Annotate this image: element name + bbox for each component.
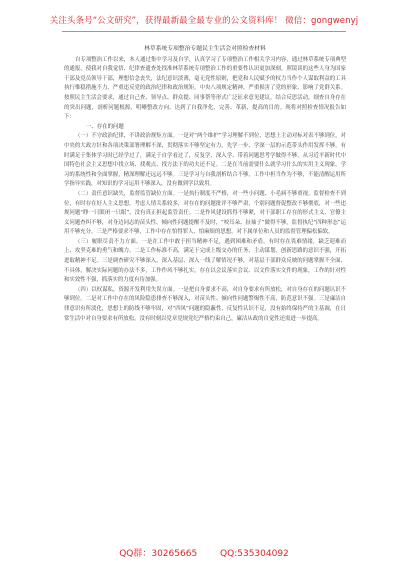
header-divider	[62, 31, 346, 32]
document-paragraphs	[64, 56, 346, 325]
page-footer	[0, 546, 408, 566]
body-paragraph: （一）不守政治纪律，不讲政治规矩方面。一是对“两个维护”学习理解不到位，思想上主动对标对表不够到位，对中央的大政方针和各项决策部署理解不深，贯彻落实不够坚定有力，先学一步、学深一层的示范带头作用发挥不够，有时满足于集体学习时已经学过了，满足于自学看过了，反复学、深入学、带着问题思考学做得不够，从习近平新时代中国特色社会主义思想中找立场、找观点、找方法下的功夫还不足。二是在当前需要什么就学习什么的实用主义现象，学习的系统性和全面掌握，精深理解还远远不够。三是学习与自我剖析结合不够，工作中担当作为不够，不能清醒运用所学指导实践，对知识的学习运用不够深入，没有做到学以致用。	[64, 133, 346, 188]
body-paragraph: （三）履职尽责不力方面。一是在工作中敢于担当精神不足，遇到困难和矛盾，有时存在畏难情绪，缺乏迎难而上、攻坚克难的勇气和魄力。二是工作标准不高，满足于完成上级交办的任务，主动谋划、创新思路的意识不强，开拓进取精神不足。三是调查研究不够深入，深入基层、深入一线了解情况不够，对基层干部群众反映的问题掌握不全面、不具体，解决实际问题的办法不多，工作作风不够扎实，存在以会议落实会议、以文件落实文件的现象，工作的针对性和实效性不强，抓落实的力度有待加强。	[64, 238, 346, 284]
section-heading: 一、存在的问题	[86, 123, 124, 130]
promo-notice[interactable]: 关注头条号“公文研究”，获得最新最全最专业的公文资料库！ 微信：gongwenyj	[49, 16, 359, 26]
document-body	[64, 45, 346, 324]
body-paragraph: （四）以权谋私，资源开发利用失误方面。一是把自身要求不高，对自身要求有所放松，对自身存在的问题认识不够到位。二是对工作中存在的风险隐患排查不够深入，对苗头性、倾向性问题警惕性不高，防范意识不强。三是廉洁自律意识有所淡化，思想上的防线不够牢固，对“四风”问题的隐蔽性、反复性认识不足，没有始终保持严的主基调，在日常生活中对自身要求有所放松，没有时刻以党章党规党纪严格约束自己，廉洁从政的自觉性还需进一步提高。	[64, 286, 346, 322]
page-header	[0, 0, 408, 40]
qq-group-number: QQ群：30265665	[119, 549, 198, 559]
body-paragraph: 自专项整治工作以来，本人通过集中学习及自学，认真学习了专项整治工作相关学习内容，通过林草系统专项典型的通报，使我对自我觉悟、纪律查遗查处找准林草系统专项整治工作的重要性认识更加深刻。照镜谈的这些人身为国家干部及党员领导干部，理想信念丧失，法纪意识淡薄，毫无党性原则，把党和人民赋予的权力当作个人谋取利益的工具执行惟稳措施不力，严重违反党的政治纪律和政治规矩，中央八项规定精神，严重损害了党的形象，影响了党群关系。按照民主生活会要求，通过自己查、领导点、群众提、同事帮等形式广泛征求意见建议，结合反思活动，细查自身存在的突出问题，剖析问题根源，明晰整改方向，达到了自我净化、完善、革新、提高的目的。现将对照检查情况报告如下：	[64, 56, 346, 121]
document-title: 林草系统专项整治专题民主生活会对照检查材料	[144, 46, 266, 52]
qq-number: QQ:535304092	[220, 549, 289, 559]
body-paragraph: （二）责任意识缺失，监督监管缺位方面。一是执行制度不严格，对一些小问题、小毛病不够重视，监督检查不到位，有时存在好人主义思想，考虑人情关系较多，对存在的问题批评不够严肃，个别问题督促整改不够彻底，对一些违规问题“睁一只眼闭一只眼”，没有真正担起监管责任。二是作风建设抓得不够紧，对干部职工存在的形式主义、官僚主义问题查纠不够，对身边同志的苗头性、倾向性问题提醒不及时，“咬耳朵、扯袖子”做得不够，监督执纪“四种形态”运用不够充分。三是严格要求不够，工作中存在怕得罪人、怕麻烦的思想，对下属单位和人员的监督管理偏松偏软。	[64, 190, 346, 236]
